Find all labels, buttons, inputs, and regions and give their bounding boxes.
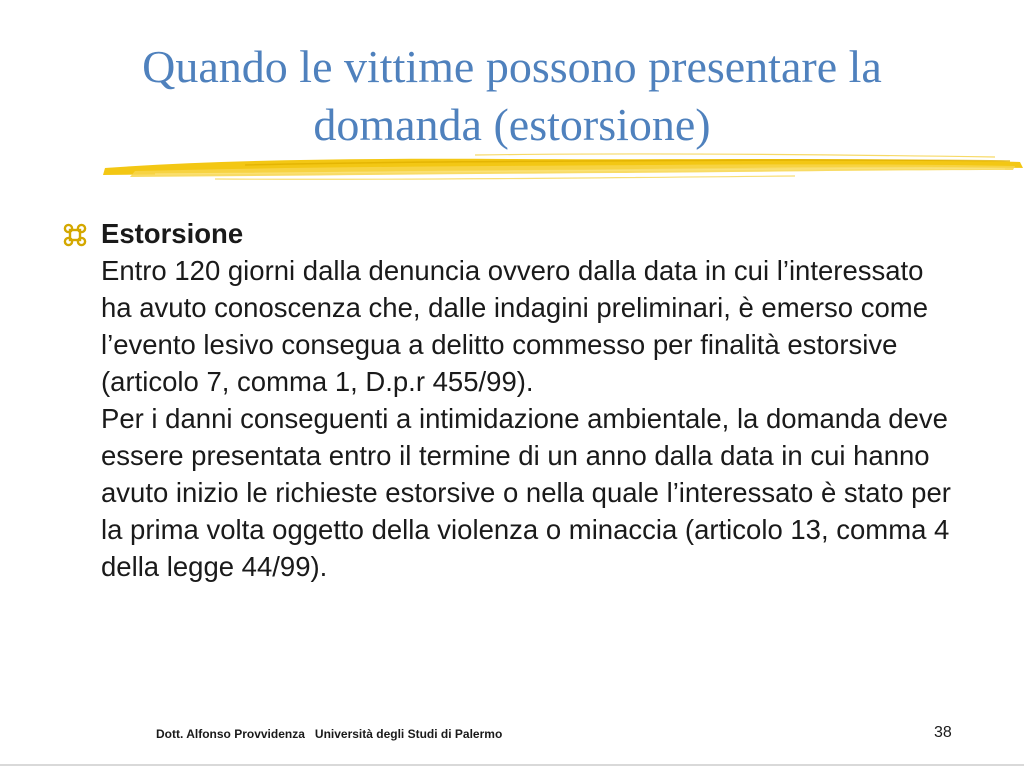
- bullet-paragraph-2: Per i danni conseguenti a intimidazione ambientale, la domanda deve essere presentata entro il termine di un anno dalla data in cui hanno avuto inizio le richieste estorsive o nella quale l’interessato è stato per la prima volta oggetto della violenza o minaccia (articolo 13, comma 4 della legge 44/99).: [101, 403, 951, 582]
- bullet-content: [101, 215, 961, 585]
- footer-author-university: Dott. Alfonso Provvidenza Università degli Studi di Palermo: [156, 727, 503, 741]
- bullet-heading: Estorsione: [101, 218, 244, 249]
- bullet-paragraph-1: Entro 120 giorni dalla denuncia ovvero dalla data in cui l’interessato ha avuto conoscenza che, dalle indagini preliminari, è emerso come l’evento lesivo consegua a delitto commesso per finalità estorsive (articolo 7, comma 1, D.p.r 455/99).: [101, 255, 928, 397]
- slide-title: [20, 38, 1004, 154]
- slide-title-line-1: Quando le vittime possono presentare la: [142, 41, 882, 92]
- title-underline-brushstroke: [95, 148, 1024, 186]
- command-key-icon: [62, 222, 88, 248]
- page-number: 38: [934, 724, 952, 741]
- bottom-divider: [0, 764, 1024, 766]
- slide-title-line-2: domanda (estorsione): [313, 99, 711, 150]
